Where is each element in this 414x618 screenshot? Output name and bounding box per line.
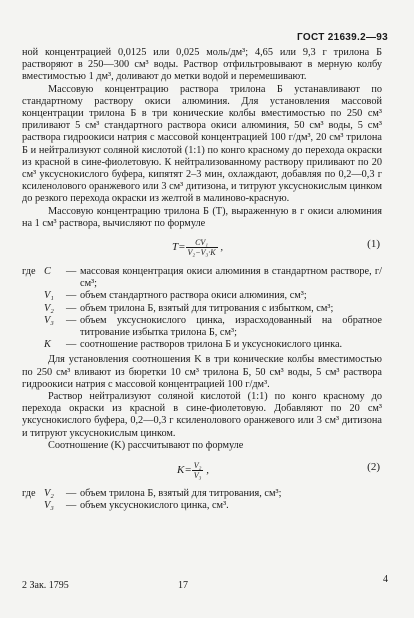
formula-2-expression [177,461,209,480]
formula-2-tail: , [203,464,209,477]
definition-text: объем уксуснокислого цинка, израсходованный на обратное титрование избытка трилона Б, см³; [80,314,382,339]
formula-2-denominator: V₃ [193,471,202,481]
definition-dash: — [66,339,77,351]
definition-dash: — [66,314,77,326]
standard-code-header: ГОСТ 21639.2—93 [297,32,388,43]
definition-lead [22,339,44,351]
definition-symbol: V₁ [44,290,54,302]
paragraph-5: Раствор нейтрализуют соляной кислотой (1:1) по конго красному до перехода окраски из красной в сине-фиолетовую. Добавляют по 20 см³ уксуснокислого буфера, 0,2—0,3 г ксиленолового оранжевого или 3 см³ дитизона и титруют уксуснокислым цинком. [22,391,382,439]
paragraph-2: Массовую концентрацию раствора трилона Б устанавливают по стандартному раствору окиси алюминия. Для установления массовой концентрации трилона Б в три конические колбы вместимостью по 250 см³ приливают 5 см³ стандартного раствора окиси алюминия, 50 см³ воды, 5 см³ раствора гидроокиси натрия с массовой концентрацией 100 г/дм³, 20 см³ трилона Б и нейтрализуют соляной кислотой (1:1) по конго красному до перехода окраски из красной в сине-фиолетовую. К нейтрализованному раствору приливают по 20 см³ уксуснокислого буфера, кипятят 2–3 мин, охлаждают, добавляя по 0,2—0,3 г ксиленолового оранжевого или 3 см³ дитизона, и титруют уксуснокислым цинком до резкого перехода окраски из желтой в малиново-красную. [22,83,382,205]
formula-1-tail: , [217,241,224,254]
definition-lead [22,290,44,302]
sheet-number: 17 [178,580,188,591]
definition-row [22,303,382,315]
formula-1 [22,232,382,262]
formula-1-expression [172,238,223,257]
definition-symbol: K [44,339,51,351]
definition-lead: где [22,266,36,278]
definition-symbol: V₃ [44,314,54,326]
definition-text: объем уксуснокислого цинка, см³. [80,500,229,512]
paragraph-1: ной концентрацией 0,0125 или 0,025 моль/дм³; 4,65 или 9,3 г трилона Б растворяют в 250—300 см³ воды. Раствор отфильтровывают в мерную колбу вместимостью 1 дм³, доливают до метки водой и перемешивают. [22,47,382,83]
definition-row [22,339,382,351]
definition-row [22,500,382,512]
definition-text: соотношение растворов трилона Б и уксуснокислого цинка. [80,339,343,351]
definition-symbol: V₂ [44,302,54,314]
definition-lead [22,500,44,512]
formula-2 [22,458,382,484]
definition-text: массовая концентрация окиси алюминия в стандартном растворе, г/см³; [80,266,382,290]
definition-lead [22,303,44,315]
paragraph-3: Массовую концентрацию трилона Б (T), выраженную в г окиси алюминия на 1 см³ раствора, вычисляют по формуле [22,205,382,229]
formula-1-denominator: V₂−V₃·K [187,248,216,258]
definition-text: объем трилона Б, взятый для титрования, см³; [80,488,282,500]
page-number: 4 [383,574,388,585]
definition-text: объем стандартного раствора окиси алюминия, см³; [80,290,307,302]
definitions-1 [22,266,382,351]
formula-1-fraction [186,238,218,257]
formula-2-fraction [192,461,204,480]
definition-lead: где [22,488,36,500]
formula-1-number: (1) [367,238,380,251]
definition-symbol: V₂ [44,488,54,500]
definition-symbol: V₃ [44,500,54,512]
formula-2-numerator: V₂ [193,461,202,471]
paragraph-4: Для установления соотношения K в три конические колбы вместимостью по 250 см³ вливают из бюретки 10 см³ трилона Б, 50 см³ воды, 5 см³ раствора гидроокиси натрия с массовой концентрацией 100 г/дм³. [22,354,382,390]
definition-row [22,290,382,302]
definition-text: объем трилона Б, взятый для титрования с избытком, см³; [80,302,334,314]
definition-dash: — [66,266,77,278]
formula-2-lhs: K= [177,464,192,477]
definition-row [22,315,382,339]
definition-dash: — [66,488,77,500]
definition-symbol: C [44,266,51,278]
definition-dash: — [66,290,77,302]
paragraph-6: Соотношение (K) рассчитывают по формуле [48,439,244,451]
document-body [22,47,382,516]
definition-dash: — [66,302,77,314]
formula-2-number: (2) [367,461,380,474]
definition-row [22,488,382,500]
definition-lead [22,315,44,339]
order-number: 2 Зак. 1795 [22,580,69,591]
definition-row [22,266,382,290]
formula-1-numerator: CV₁ [186,238,218,248]
formula-1-lhs: T= [172,241,186,254]
definition-dash: — [66,500,77,512]
definitions-2 [22,488,382,512]
